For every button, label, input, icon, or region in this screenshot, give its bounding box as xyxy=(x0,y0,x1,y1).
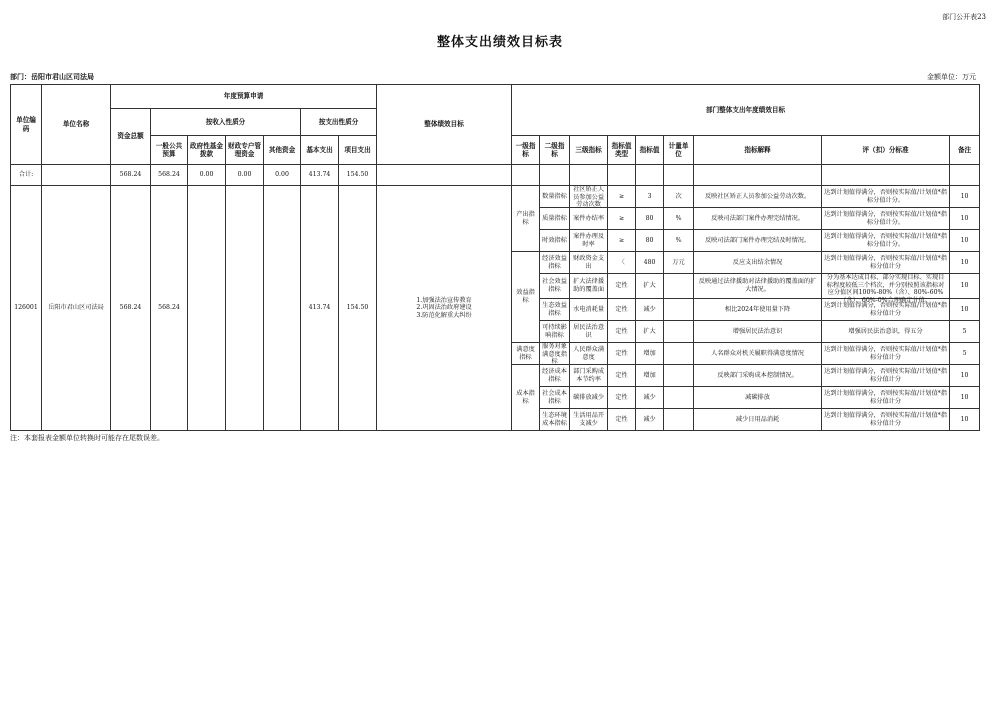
indicator-level2-text: 社会效益指标 xyxy=(542,278,567,293)
indicator-explain-text: 增强居民法治意识 xyxy=(732,327,783,335)
indicator-explain-text: 反映司法部门案件办理完结及时情况。 xyxy=(704,236,811,244)
indicator-level3 xyxy=(570,321,608,343)
indicator-value-type xyxy=(608,230,636,252)
indicator-level2 xyxy=(540,208,570,230)
indicator-value-text: 480 xyxy=(643,258,656,266)
unit-overall-goal xyxy=(377,186,512,431)
unit-code: 126001 xyxy=(11,186,42,431)
indicator-explain xyxy=(694,274,822,299)
indicator-remark xyxy=(950,409,980,431)
indicator-explain xyxy=(694,186,822,208)
indicator-value-type-text: 定性 xyxy=(615,305,628,313)
indicator-measure-unit xyxy=(664,186,694,208)
department-label: 部门：岳阳市君山区司法局 xyxy=(10,72,94,81)
header-value-type: 指标值类型 xyxy=(608,136,636,165)
indicator-remark xyxy=(950,252,980,274)
indicator-level2 xyxy=(540,409,570,431)
indicator-level3-text: 人民群众满意度 xyxy=(573,345,605,361)
header-project-expense: 项目支出 xyxy=(339,136,377,165)
header-basic-expense: 基本支出 xyxy=(301,136,339,165)
indicator-explain xyxy=(694,409,822,431)
header-level1: 一级指标 xyxy=(512,136,540,165)
header-dept-goal: 部门整体支出年度绩效目标 xyxy=(512,85,980,136)
indicator-value-text: 80 xyxy=(645,236,654,244)
indicator-remark-text: 10 xyxy=(960,371,969,379)
indicator-remark xyxy=(950,321,980,343)
indicator-remark-text: 10 xyxy=(960,282,969,290)
indicator-level3 xyxy=(570,186,608,208)
unit-general-budget: 568.24 xyxy=(151,186,188,431)
indicator-explain xyxy=(694,252,822,274)
indicator-value-type-text: ≥ xyxy=(618,192,625,200)
indicator-measure-unit xyxy=(664,252,694,274)
indicator-level2 xyxy=(540,343,570,365)
indicator-explain-text: 反映部门采购成本控制情况。 xyxy=(717,371,798,379)
indicator-criteria xyxy=(822,299,950,321)
indicator-criteria-text: 分为基本达成目标、部分实现目标、实现目标程度较低三个档次，并分别按照该指标对应分值区间100%-80%（含）、80%-60%（含）、60%-0%合理确定分值。 xyxy=(826,274,945,304)
indicator-value xyxy=(636,299,664,321)
total-funding: 568.24 xyxy=(111,165,151,186)
header-unit-code: 单位编码 xyxy=(11,85,42,165)
indicator-value-type-text: 定性 xyxy=(615,349,628,357)
indicator-level3-text: 碳排放减少 xyxy=(573,393,605,401)
total-project-expense: 154.50 xyxy=(339,165,377,186)
indicator-level3-text: 财政资金支出 xyxy=(573,254,605,270)
indicator-value xyxy=(636,186,664,208)
indicator-remark xyxy=(950,299,980,321)
indicator-criteria-text: 达到计划值得满分，否则按实际值/计划值*指标分值计分 xyxy=(824,389,947,405)
total-row xyxy=(11,165,980,186)
indicator-measure-unit-text: 万元 xyxy=(672,258,685,266)
indicator-criteria xyxy=(822,321,950,343)
indicator-criteria xyxy=(822,274,950,304)
indicator-explain xyxy=(694,230,822,252)
indicator-criteria xyxy=(822,365,950,387)
indicator-criteria-text: 增强居民法治意识，得五分 xyxy=(848,327,923,335)
indicator-value-type-text: ≥ xyxy=(618,236,625,244)
indicator-level2 xyxy=(540,387,570,409)
indicator-level3 xyxy=(570,365,608,387)
indicator-level3 xyxy=(570,230,608,252)
overall-goal-text: 1.加强法治宣传教育 2.巩固法治政府建设 3.防范化解重大纠纷 xyxy=(416,296,472,319)
level1-benefit: 效益指标 xyxy=(512,252,540,343)
indicator-value xyxy=(636,321,664,343)
indicator-remark-text: 10 xyxy=(960,192,969,200)
indicator-value-type-text: 定性 xyxy=(615,393,628,401)
indicator-criteria xyxy=(822,186,950,208)
level1-satisfaction: 满意度指标 xyxy=(512,343,540,365)
indicator-level2 xyxy=(540,321,570,343)
indicator-explain-text: 反映社区矫正人员参加公益劳动次数。 xyxy=(704,192,811,200)
indicator-remark-text: 5 xyxy=(962,349,967,357)
header-remark: 备注 xyxy=(950,136,980,165)
indicator-measure-unit xyxy=(664,365,694,387)
indicator-criteria-text: 达到计划值得满分，否则按实际值/计划值*指标分值计分 xyxy=(824,254,947,270)
indicator-level2 xyxy=(540,274,570,299)
indicator-level2-text: 服务对象满意度指标 xyxy=(542,343,567,366)
indicator-value-text: 减少 xyxy=(643,305,656,313)
indicator-level3 xyxy=(570,387,608,409)
indicator-level3-text: 水电消耗量 xyxy=(573,305,605,313)
unit-basic-expense: 413.74 xyxy=(301,186,339,431)
unit-special-fund xyxy=(226,186,264,431)
total-other-fund: 0.00 xyxy=(264,165,301,186)
indicator-criteria xyxy=(822,409,950,431)
indicator-measure-unit xyxy=(664,299,694,321)
indicator-value-type-text: ≥ xyxy=(618,214,625,222)
indicator-remark xyxy=(950,274,980,299)
total-basic-expense: 413.74 xyxy=(301,165,339,186)
level1-output: 产出指标 xyxy=(512,186,540,252)
indicator-level2-text: 生态环境成本指标 xyxy=(542,411,567,427)
indicator-value-type xyxy=(608,365,636,387)
indicator-level2 xyxy=(540,230,570,252)
indicator-remark-text: 10 xyxy=(960,305,969,313)
indicator-level3 xyxy=(570,409,608,431)
indicator-value xyxy=(636,387,664,409)
indicator-value-text: 3 xyxy=(647,192,652,200)
header-by-income: 按收入性质分 xyxy=(151,109,301,136)
header-measure-unit: 计量单位 xyxy=(664,136,694,165)
indicator-level3-text: 部门采购成本节约率 xyxy=(573,367,605,383)
indicator-explain xyxy=(694,321,822,343)
indicator-value xyxy=(636,208,664,230)
performance-goal-table xyxy=(10,84,980,431)
unit-gov-fund xyxy=(188,186,226,431)
indicator-remark-text: 10 xyxy=(960,393,969,401)
header-general-budget: 一般公共预算 xyxy=(151,136,188,165)
header-overall-goal: 整体绩效目标 xyxy=(377,85,512,165)
indicator-level2-text: 社会成本指标 xyxy=(542,389,567,405)
header-by-expense: 按支出性质分 xyxy=(301,109,377,136)
indicator-level3-text: 社区矫正人员参加公益劳动次数 xyxy=(573,186,605,209)
indicator-criteria-text: 达到计划值得满分，否则按实际值/计划值*指标分值计分。 xyxy=(824,188,947,204)
indicator-remark-text: 10 xyxy=(960,258,969,266)
indicator-measure-unit xyxy=(664,274,694,299)
indicator-level3-text: 扩大法律援助的覆盖面 xyxy=(573,278,605,293)
header-value: 指标值 xyxy=(636,136,664,165)
total-general-budget: 568.24 xyxy=(151,165,188,186)
indicator-criteria-text: 达到计划值得满分，否则按实际值/计划值*指标分值计分 xyxy=(824,411,947,427)
indicator-criteria xyxy=(822,252,950,274)
header-other-fund: 其他资金 xyxy=(264,136,301,165)
indicator-explain-text: 反映通过法律援助对法律援助的覆盖面的扩大情况。 xyxy=(698,278,817,293)
indicator-measure-unit xyxy=(664,387,694,409)
indicator-criteria xyxy=(822,208,950,230)
indicator-level3 xyxy=(570,208,608,230)
indicator-explain-text: 人名群众对机关履职得满意度情况 xyxy=(711,349,804,357)
indicator-value-type-text: 定性 xyxy=(615,415,628,423)
indicator-measure-unit-text: % xyxy=(675,236,682,244)
indicator-remark xyxy=(950,387,980,409)
indicator-value-type xyxy=(608,299,636,321)
unit-other-fund xyxy=(264,186,301,431)
indicator-level2-text: 生态效益指标 xyxy=(542,301,567,317)
unit-funding: 568.24 xyxy=(111,186,151,431)
total-label: 合计: xyxy=(11,165,42,186)
header-gov-fund: 政府性基金拨款 xyxy=(188,136,226,165)
indicator-value-text: 减少 xyxy=(643,393,656,401)
indicator-value-text: 扩大 xyxy=(643,327,656,335)
indicator-criteria-text: 达到计划值得满分，否则按实际值/计划值*指标分值计分。 xyxy=(824,232,947,248)
indicator-value-type-text: 〈 xyxy=(618,258,625,266)
indicator-value-type xyxy=(608,321,636,343)
indicator-measure-unit xyxy=(664,208,694,230)
footnote: 注：本套报表金额单位转换时可能存在尾数误差。 xyxy=(10,434,164,442)
indicator-remark xyxy=(950,186,980,208)
page-title: 整体支出绩效目标表 xyxy=(436,35,563,50)
indicator-criteria xyxy=(822,343,950,365)
indicator-value-type-text: 定性 xyxy=(615,327,628,335)
indicator-level3-text: 案件办结率 xyxy=(573,214,605,222)
indicator-value xyxy=(636,274,664,299)
indicator-explain-text: 反应支出结余情况 xyxy=(732,258,783,266)
indicator-value-text: 增加 xyxy=(643,371,656,379)
indicator-level2-text: 可持续影响指标 xyxy=(542,323,567,339)
indicator-explain xyxy=(694,365,822,387)
indicator-level3 xyxy=(570,274,608,299)
indicator-value-text: 减少 xyxy=(643,415,656,423)
indicator-explain-text: 减碳排放 xyxy=(745,393,770,401)
header-level3: 三级指标 xyxy=(570,136,608,165)
indicator-value-text: 80 xyxy=(645,214,654,222)
indicator-level3-text: 生活用品开支减少 xyxy=(573,411,605,427)
indicator-level2 xyxy=(540,252,570,274)
indicator-explain-text: 相比2024年使用量下降 xyxy=(724,305,791,313)
indicator-value-type xyxy=(608,186,636,208)
indicator-measure-unit xyxy=(664,343,694,365)
indicator-explain xyxy=(694,208,822,230)
amount-unit-label: 金额单位：万元 xyxy=(927,73,976,81)
indicator-explain-text: 减少日用品消耗 xyxy=(735,415,780,423)
indicator-level2 xyxy=(540,299,570,321)
indicator-measure-unit-text: % xyxy=(675,214,682,222)
header-explain: 指标解释 xyxy=(694,136,822,165)
header-criteria: 评（扣）分标准 xyxy=(822,136,950,165)
indicator-value-type xyxy=(608,208,636,230)
indicator-measure-unit-text: 次 xyxy=(675,192,682,200)
indicator-remark xyxy=(950,230,980,252)
indicator-measure-unit xyxy=(664,409,694,431)
indicator-value-type xyxy=(608,274,636,299)
indicator-explain xyxy=(694,299,822,321)
indicator-level2-text: 质量指标 xyxy=(542,214,567,222)
indicator-value-type-text: 定性 xyxy=(615,371,628,379)
indicator-value xyxy=(636,365,664,387)
indicator-remark-text: 10 xyxy=(960,214,969,222)
header-funding-total: 资金总额 xyxy=(111,109,151,165)
indicator-criteria xyxy=(822,387,950,409)
indicator-value-text: 扩大 xyxy=(643,282,656,290)
indicator-explain xyxy=(694,387,822,409)
indicator-value-type xyxy=(608,252,636,274)
indicator-value-type xyxy=(608,387,636,409)
indicator-criteria-text: 达到计划值得满分，否则按实际值/计划值*指标分值计分 xyxy=(824,345,947,361)
page-number: 部门公开表23 xyxy=(942,13,986,21)
indicator-level2-text: 时效指标 xyxy=(542,236,567,244)
indicator-level3-text: 案件办理及时率 xyxy=(573,232,605,248)
indicator-remark xyxy=(950,208,980,230)
header-level2: 二级指标 xyxy=(540,136,570,165)
indicator-level2 xyxy=(540,186,570,208)
indicator-value xyxy=(636,230,664,252)
unit-project-expense: 154.50 xyxy=(339,186,377,431)
indicator-remark-text: 10 xyxy=(960,236,969,244)
indicator-measure-unit xyxy=(664,321,694,343)
indicator-level3 xyxy=(570,252,608,274)
unit-name: 岳阳市君山区司法局 xyxy=(42,186,111,431)
indicator-measure-unit xyxy=(664,230,694,252)
indicator-value xyxy=(636,343,664,365)
total-gov-fund: 0.00 xyxy=(188,165,226,186)
indicator-level2 xyxy=(540,365,570,387)
indicator-level3-text: 居民法治意识 xyxy=(573,323,605,339)
header-annual-budget: 年度预算申请 xyxy=(111,85,377,109)
header-special-fund: 财政专户管理资金 xyxy=(226,136,264,165)
indicator-level2-text: 经济成本指标 xyxy=(542,367,567,383)
indicator-rows xyxy=(11,186,980,431)
indicator-level3 xyxy=(570,343,608,365)
indicator-criteria-text: 达到计划值得满分，否则按实际值/计划值*指标分值计分 xyxy=(824,301,947,317)
level1-cost: 成本指标 xyxy=(512,365,540,431)
indicator-explain xyxy=(694,343,822,365)
indicator-value xyxy=(636,409,664,431)
indicator-level2-text: 数量指标 xyxy=(542,192,567,200)
indicator-value-text: 增加 xyxy=(643,349,656,357)
indicator-explain-text: 反映司法部门案件办理完结情况。 xyxy=(711,214,804,222)
header-unit-name: 单位名称 xyxy=(42,85,111,165)
indicator-value-type-text: 定性 xyxy=(615,282,628,290)
indicator-value-type xyxy=(608,409,636,431)
indicator-level3 xyxy=(570,299,608,321)
indicator-remark-text: 10 xyxy=(960,415,969,423)
total-special-fund: 0.00 xyxy=(226,165,264,186)
indicator-criteria-text: 达到计划值得满分，否则按实际值/计划值*指标分值计分。 xyxy=(824,210,947,226)
indicator-value-type xyxy=(608,343,636,365)
indicator-level2-text: 经济效益指标 xyxy=(542,254,567,270)
indicator-remark xyxy=(950,365,980,387)
indicator-criteria-text: 达到计划值得满分，否则按实际值/计划值*指标分值计分 xyxy=(824,367,947,383)
indicator-remark-text: 5 xyxy=(962,327,967,335)
indicator-value xyxy=(636,252,664,274)
indicator-row xyxy=(11,186,980,208)
indicator-criteria xyxy=(822,230,950,252)
indicator-remark xyxy=(950,343,980,365)
